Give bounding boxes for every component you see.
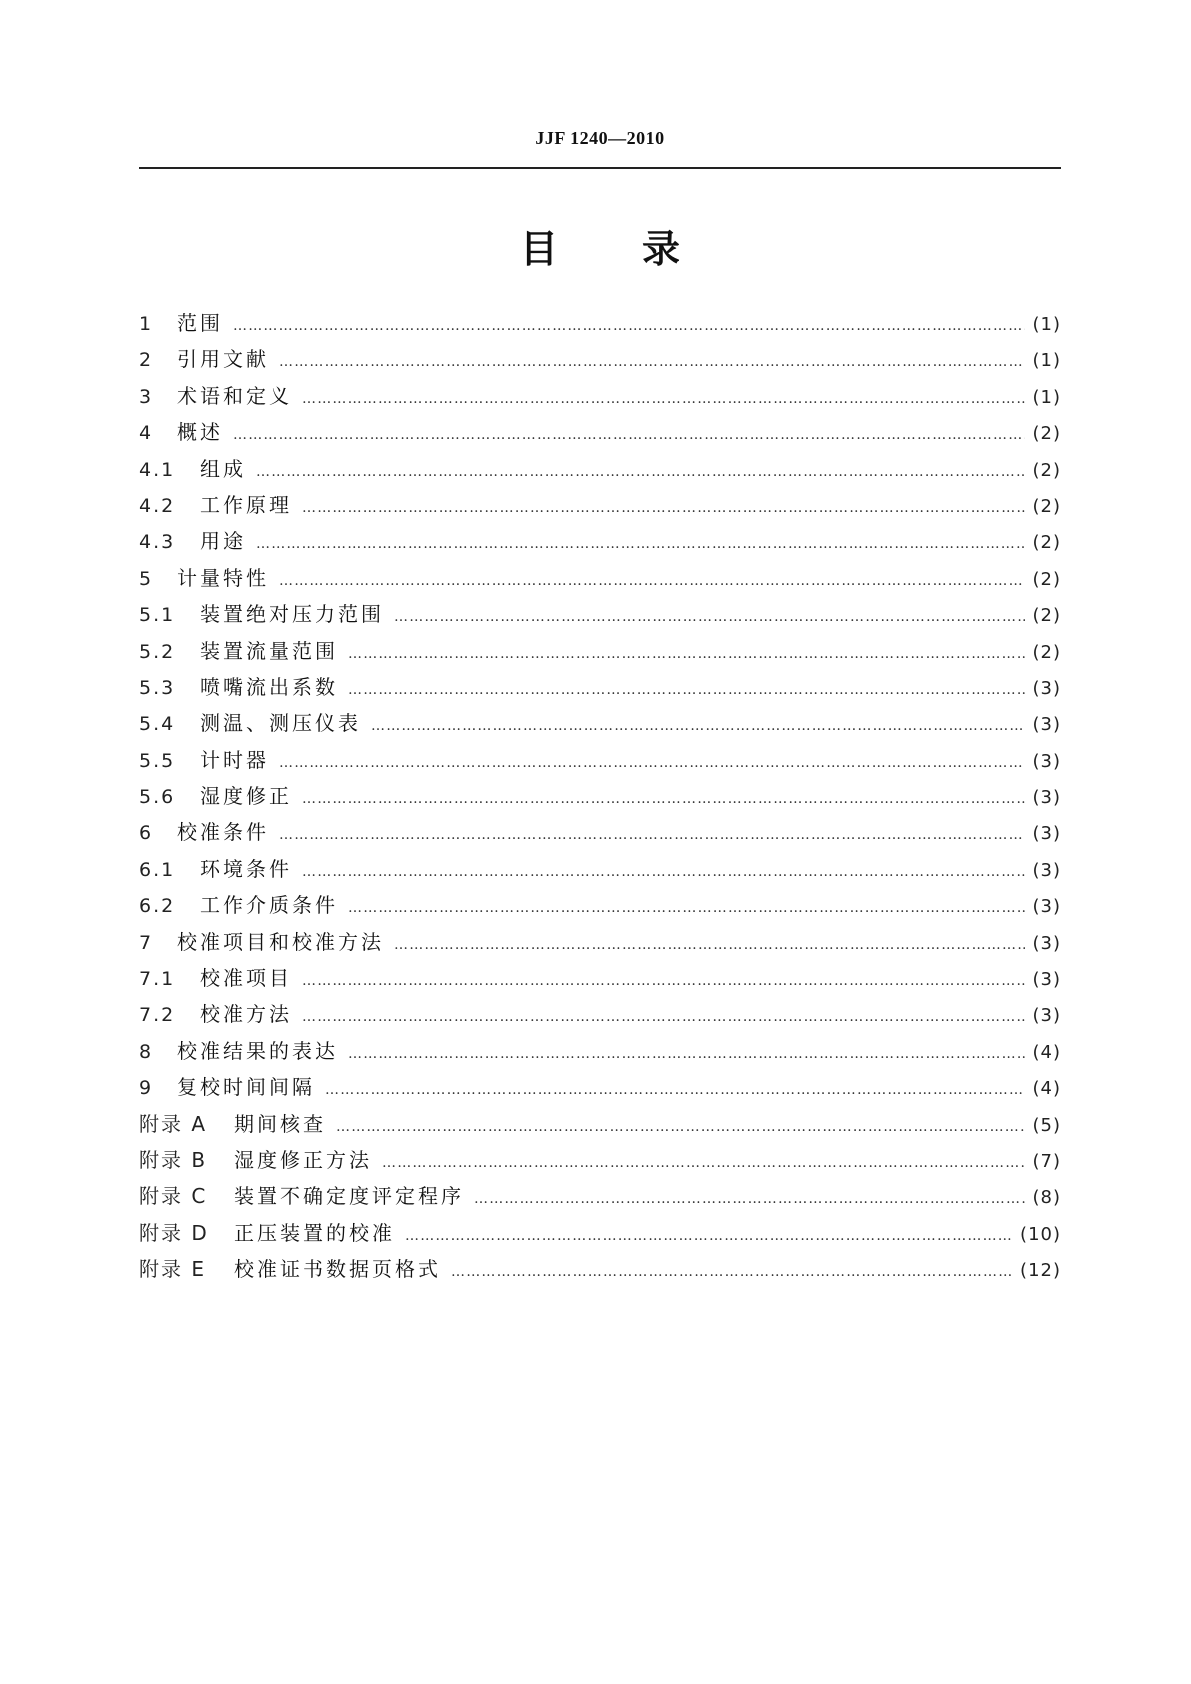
- toc-entry-label: 测温、测压仪表: [200, 711, 361, 736]
- toc-entry-label: 引用文献: [177, 347, 269, 372]
- toc-entry-number: 附录 C: [139, 1184, 208, 1209]
- toc-leader-dots: [336, 1109, 1025, 1145]
- toc-entry-page: (3): [1032, 896, 1061, 918]
- toc-entry[interactable]: [139, 341, 1061, 377]
- toc-entry-page: (8): [1032, 1187, 1061, 1209]
- toc-leader-dots: [302, 854, 1025, 890]
- toc-entry-number: 附录 E: [139, 1257, 206, 1282]
- toc-leader-dots: [382, 1145, 1025, 1181]
- toc-entry[interactable]: [139, 523, 1061, 559]
- toc-entry-page: (2): [1032, 605, 1061, 627]
- toc-entry[interactable]: [139, 1106, 1061, 1142]
- toc-leader-dots: [279, 817, 1025, 853]
- toc-entry-number: 4.2: [139, 494, 176, 517]
- toc-entry-page: (2): [1032, 532, 1061, 554]
- toc-entry[interactable]: [139, 1251, 1061, 1287]
- toc-entry-number: 附录 D: [139, 1220, 209, 1245]
- toc-entry-label: 校准项目和校准方法: [177, 929, 384, 954]
- toc-entry-label: 概述: [177, 420, 223, 445]
- toc-entry-number: 5.4: [139, 713, 176, 736]
- toc-leader-dots: [302, 381, 1025, 417]
- toc-entry-number: 5.6: [139, 786, 176, 809]
- document-code-header: JJF 1240—2010: [535, 128, 665, 148]
- toc-leader-dots: [279, 745, 1025, 781]
- toc-entry-page: (4): [1032, 1078, 1061, 1100]
- toc-leader-dots: [405, 1218, 1012, 1254]
- toc-entry-page: (2): [1032, 459, 1061, 481]
- toc-entry-page: (3): [1032, 714, 1061, 736]
- toc-entry-number: 5: [139, 567, 154, 590]
- toc-leader-dots: [474, 1181, 1025, 1217]
- toc-leader-dots: [348, 636, 1025, 672]
- toc-entry-label: 装置不确定度评定程序: [234, 1184, 464, 1209]
- toc-entry-label: 校准结果的表达: [177, 1038, 338, 1063]
- toc-entry-number: 4.1: [139, 458, 176, 481]
- toc-entry[interactable]: [139, 1215, 1061, 1251]
- toc-entry-number: 附录 A: [139, 1111, 208, 1136]
- toc-leader-dots: [348, 672, 1025, 708]
- toc-entry-page: (12): [1020, 1260, 1061, 1282]
- toc-leader-dots: [394, 927, 1025, 963]
- toc-entry-label: 术语和定义: [177, 383, 292, 408]
- toc-entry-page: (1): [1032, 350, 1061, 372]
- toc-entry[interactable]: [139, 305, 1061, 341]
- toc-entry-label: 环境条件: [200, 856, 292, 881]
- toc-leader-dots: [302, 781, 1025, 817]
- toc-entry[interactable]: [139, 1178, 1061, 1214]
- toc-entry[interactable]: [139, 669, 1061, 705]
- toc-entry-number: 5.1: [139, 604, 176, 627]
- toc-entry-number: 7.1: [139, 968, 176, 991]
- toc-entry[interactable]: [139, 1142, 1061, 1178]
- toc-entry-label: 湿度修正方法: [234, 1147, 372, 1172]
- toc-entry-label: 装置流量范围: [200, 638, 338, 663]
- toc-entry[interactable]: [139, 705, 1061, 741]
- toc-leader-dots: [279, 563, 1025, 599]
- page-title: [139, 218, 1061, 273]
- toc-leader-dots: [348, 1036, 1025, 1072]
- toc-entry[interactable]: [139, 378, 1061, 414]
- toc-entry-number: 8: [139, 1040, 154, 1063]
- toc-entry-page: (5): [1032, 1114, 1061, 1136]
- toc-entry-label: 计量特性: [177, 565, 269, 590]
- toc-leader-dots: [256, 454, 1025, 490]
- toc-entry-label: 计时器: [200, 747, 269, 772]
- toc-entry-label: 湿度修正: [200, 784, 292, 809]
- toc-entry-page: (2): [1032, 641, 1061, 663]
- toc-leader-dots: [256, 526, 1025, 562]
- toc-leader-dots: [279, 344, 1025, 380]
- toc-entry[interactable]: [139, 451, 1061, 487]
- title-char-2: 录: [642, 227, 681, 271]
- title-char-1: 目: [519, 227, 558, 271]
- toc-entry-page: (1): [1032, 314, 1061, 335]
- toc-entry-number: 6.1: [139, 858, 176, 881]
- toc-entry-label: 组成: [200, 456, 246, 481]
- toc-entry-label: 校准证书数据页格式: [234, 1257, 441, 1282]
- toc-entry-page: (2): [1032, 423, 1061, 445]
- table-of-contents: [139, 305, 1061, 1288]
- toc-entry[interactable]: [139, 960, 1061, 996]
- toc-entry-number: 7: [139, 931, 154, 954]
- toc-entry-number: 4.3: [139, 531, 176, 554]
- toc-entry-page: (3): [1032, 787, 1061, 809]
- toc-entry[interactable]: [139, 414, 1061, 450]
- toc-entry-label: 用途: [200, 529, 246, 554]
- toc-entry-page: (3): [1032, 823, 1061, 845]
- toc-leader-dots: [394, 599, 1025, 635]
- toc-entry-number: 附录 B: [139, 1147, 208, 1172]
- toc-entry-page: (3): [1032, 859, 1061, 881]
- toc-entry[interactable]: [139, 742, 1061, 778]
- toc-leader-dots: [348, 890, 1025, 926]
- toc-leader-dots: [233, 308, 1025, 344]
- toc-entry-page: (3): [1032, 1005, 1061, 1027]
- toc-leader-dots: [233, 417, 1025, 453]
- toc-entry-page: (3): [1032, 677, 1061, 699]
- toc-entry[interactable]: [139, 924, 1061, 960]
- toc-entry[interactable]: [139, 1069, 1061, 1105]
- toc-entry-label: 期间核查: [234, 1111, 326, 1136]
- toc-entry[interactable]: [139, 487, 1061, 523]
- toc-entry-number: 3: [139, 385, 154, 408]
- toc-leader-dots: [302, 963, 1025, 999]
- toc-entry-page: (2): [1032, 568, 1061, 590]
- toc-entry-page: (2): [1032, 495, 1061, 517]
- toc-entry-number: 7.2: [139, 1004, 176, 1027]
- toc-entry-label: 校准项目: [200, 966, 292, 991]
- toc-entry-number: 5.5: [139, 749, 176, 772]
- toc-entry-number: 2: [139, 349, 154, 372]
- toc-entry[interactable]: [139, 633, 1061, 669]
- toc-entry-page: (4): [1032, 1041, 1061, 1063]
- toc-entry-label: 喷嘴流出系数: [200, 674, 338, 699]
- toc-entry-page: (3): [1032, 969, 1061, 991]
- toc-entry-number: 6.2: [139, 895, 176, 918]
- toc-entry-label: 装置绝对压力范围: [200, 602, 384, 627]
- toc-entry-number: 6: [139, 822, 154, 845]
- toc-entry-number: 1: [139, 313, 154, 335]
- toc-entry[interactable]: [139, 851, 1061, 887]
- toc-entry-number: 9: [139, 1077, 154, 1100]
- toc-leader-dots: [371, 708, 1025, 744]
- toc-entry-number: 5.3: [139, 676, 176, 699]
- toc-entry[interactable]: [139, 596, 1061, 632]
- toc-entry-label: 工作介质条件: [200, 893, 338, 918]
- toc-entry-label: 校准方法: [200, 1002, 292, 1027]
- toc-entry-label: 工作原理: [200, 492, 292, 517]
- toc-entry-page: (3): [1032, 750, 1061, 772]
- toc-entry[interactable]: [139, 1033, 1061, 1069]
- header-rule: [139, 167, 1061, 169]
- toc-entry-page: (7): [1032, 1150, 1061, 1172]
- toc-entry-label: 正压装置的校准: [234, 1220, 395, 1245]
- toc-leader-dots: [451, 1254, 1012, 1290]
- toc-entry-label: 复校时间间隔: [177, 1075, 315, 1100]
- toc-leader-dots: [302, 999, 1025, 1035]
- toc-leader-dots: [325, 1072, 1025, 1108]
- toc-entry-label: 校准条件: [177, 820, 269, 845]
- toc-leader-dots: [302, 490, 1025, 526]
- toc-entry[interactable]: [139, 887, 1061, 923]
- toc-entry[interactable]: [139, 778, 1061, 814]
- toc-entry[interactable]: [139, 996, 1061, 1032]
- toc-entry-page: (10): [1020, 1223, 1061, 1245]
- toc-entry-number: 5.2: [139, 640, 176, 663]
- toc-entry-number: 4: [139, 422, 154, 445]
- toc-entry-label: 范围: [177, 311, 223, 335]
- toc-entry-page: (1): [1032, 386, 1061, 408]
- toc-entry[interactable]: [139, 814, 1061, 850]
- toc-entry-page: (3): [1032, 932, 1061, 954]
- toc-entry[interactable]: [139, 560, 1061, 596]
